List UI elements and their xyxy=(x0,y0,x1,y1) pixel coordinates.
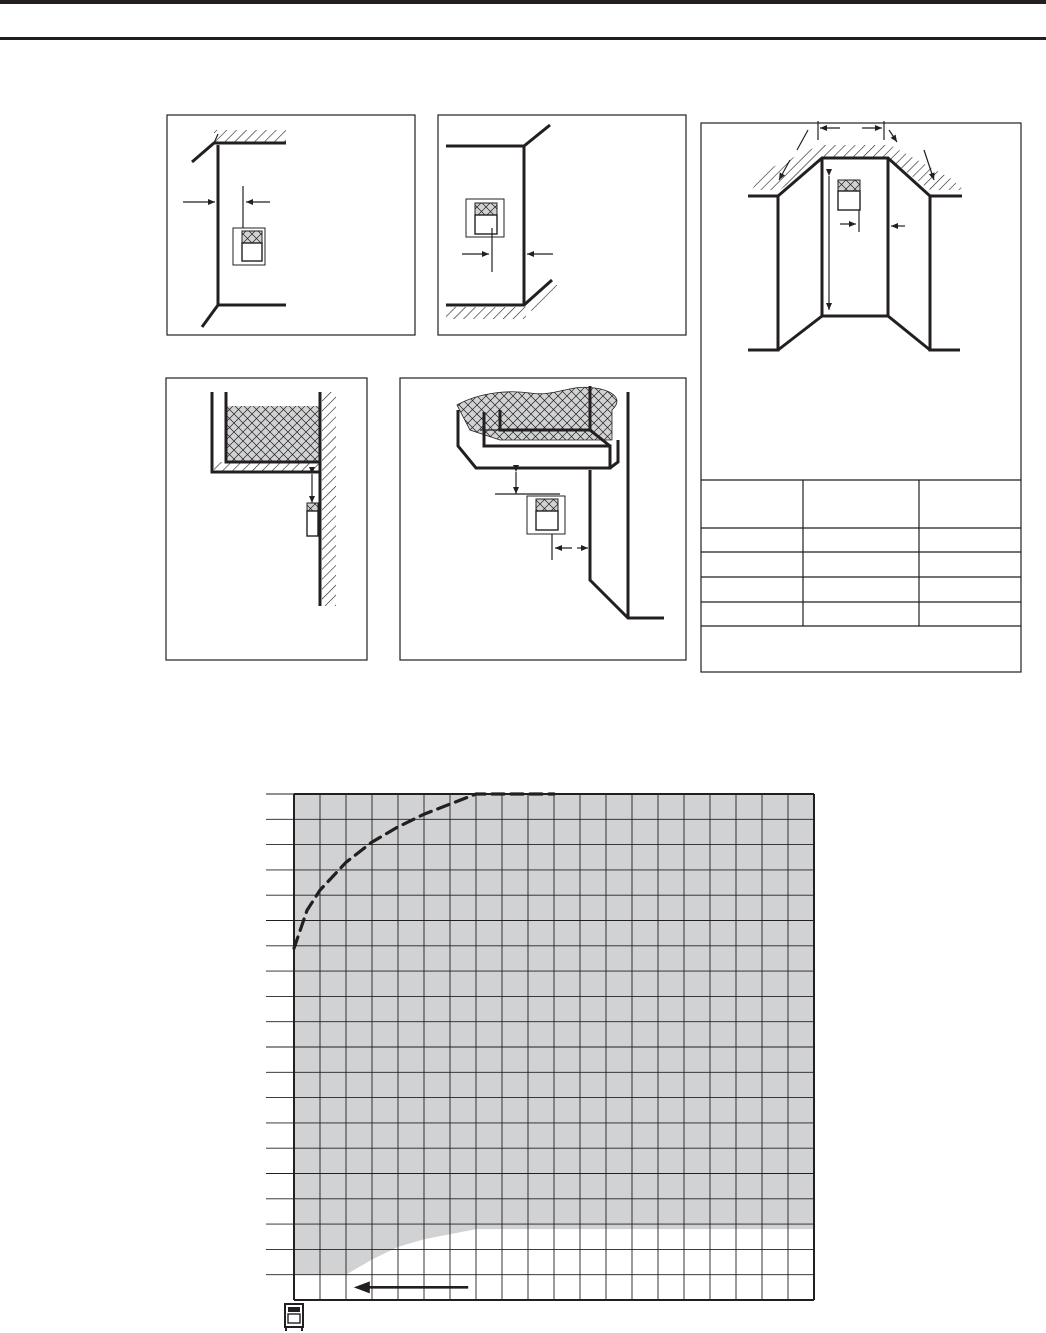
stove-icon xyxy=(285,1304,303,1331)
chart-grid xyxy=(294,794,814,1300)
arrow xyxy=(354,1281,468,1293)
chart-ticks xyxy=(266,794,294,1275)
arrow-head xyxy=(354,1281,370,1293)
